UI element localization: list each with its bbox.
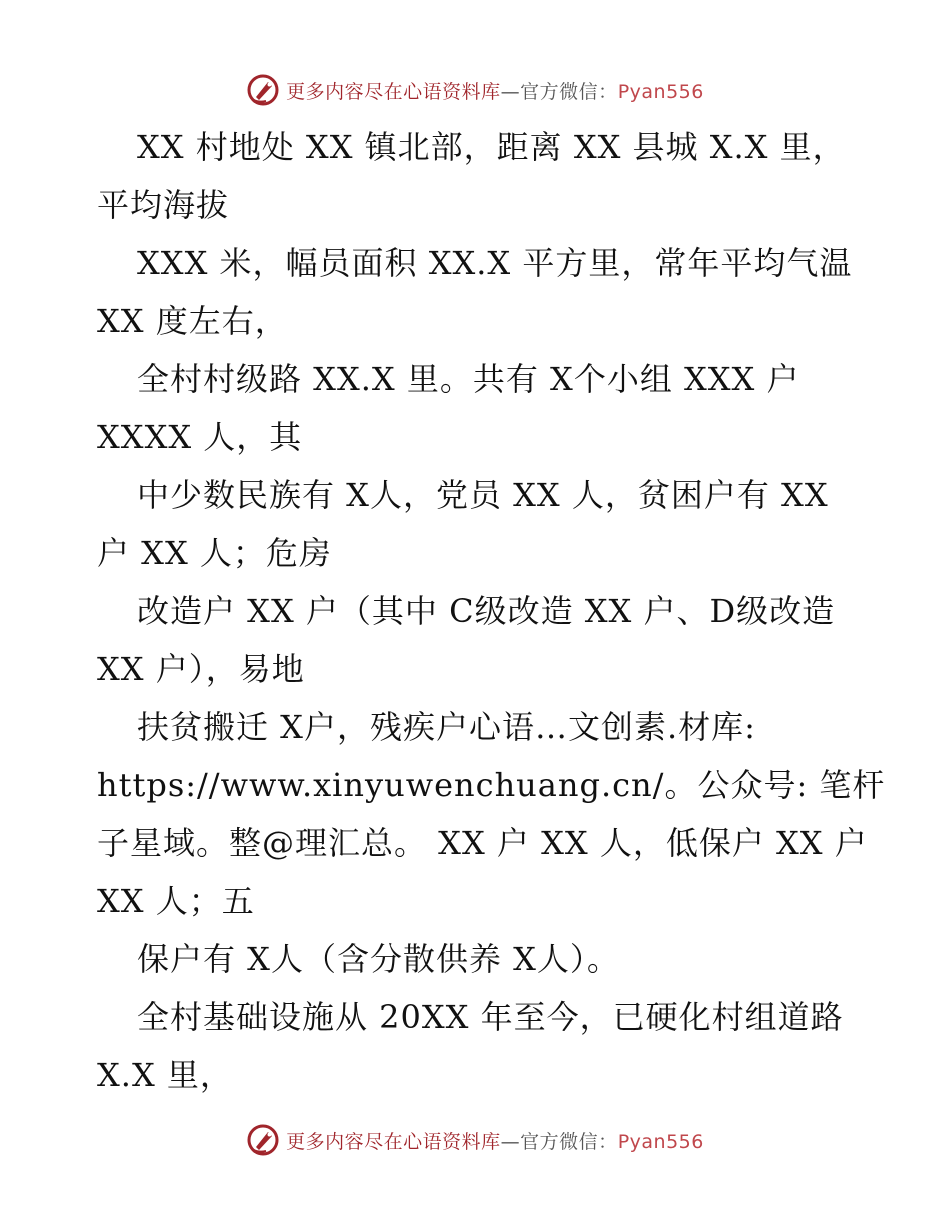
header-watermark [0,70,950,110]
footer-official: —官方微信： [500,1130,618,1153]
text-line: XX 村地处 XX 镇北部，距离 XX 县城 X.X 里， [137,128,846,166]
header-official: —官方微信： [500,80,618,103]
header-brand: 更多内容尽在心语资料库 [286,80,501,103]
text-line: https://www.xinyuwenchuang.cn/。公众号: 笔杆 [97,766,886,804]
pen-nib-logo-icon [246,1123,280,1157]
text-line: 子星域。整@理汇总。 XX 户 XX 人，低保户 XX 户 [97,824,868,862]
text-line: 全村基础设施从 20XX 年至今，已硬化村组道路 [137,998,844,1036]
text-line: 扶贫搬迁 X户，残疾户心语…文创素.材库: [137,708,756,746]
header-watermark-text [286,77,704,104]
text-line: XX 人；五 [97,882,255,920]
text-line: 户 XX 人；危房 [97,534,332,572]
text-line: 平均海拔 [97,186,230,224]
text-line: XX 度左右， [97,302,288,340]
footer-watermark [0,1120,950,1160]
text-line: XXX 米，幅员面积 XX.X 平方里，常年平均气温 [137,244,853,282]
text-line: 改造户 XX 户（其中 C级改造 XX 户、D级改造 [137,592,836,630]
footer-watermark-text [286,1127,704,1154]
header-account: Pyan556 [617,80,704,103]
text-line: XXXX 人，其 [97,418,303,456]
document-body [97,118,886,1104]
text-line: 全村村级路 XX.X 里。共有 X个小组 XXX 户 [137,360,800,398]
footer-brand: 更多内容尽在心语资料库 [286,1130,501,1153]
pen-nib-logo-icon [246,73,280,107]
text-line: 中少数民族有 X人，党员 XX 人，贫困户有 XX [137,476,829,514]
text-line: X.X 里， [97,1056,233,1094]
footer-account: Pyan556 [617,1130,704,1153]
text-line: 保户有 X人（含分散供养 X人）。 [137,940,620,978]
text-line: XX 户），易地 [97,650,305,688]
